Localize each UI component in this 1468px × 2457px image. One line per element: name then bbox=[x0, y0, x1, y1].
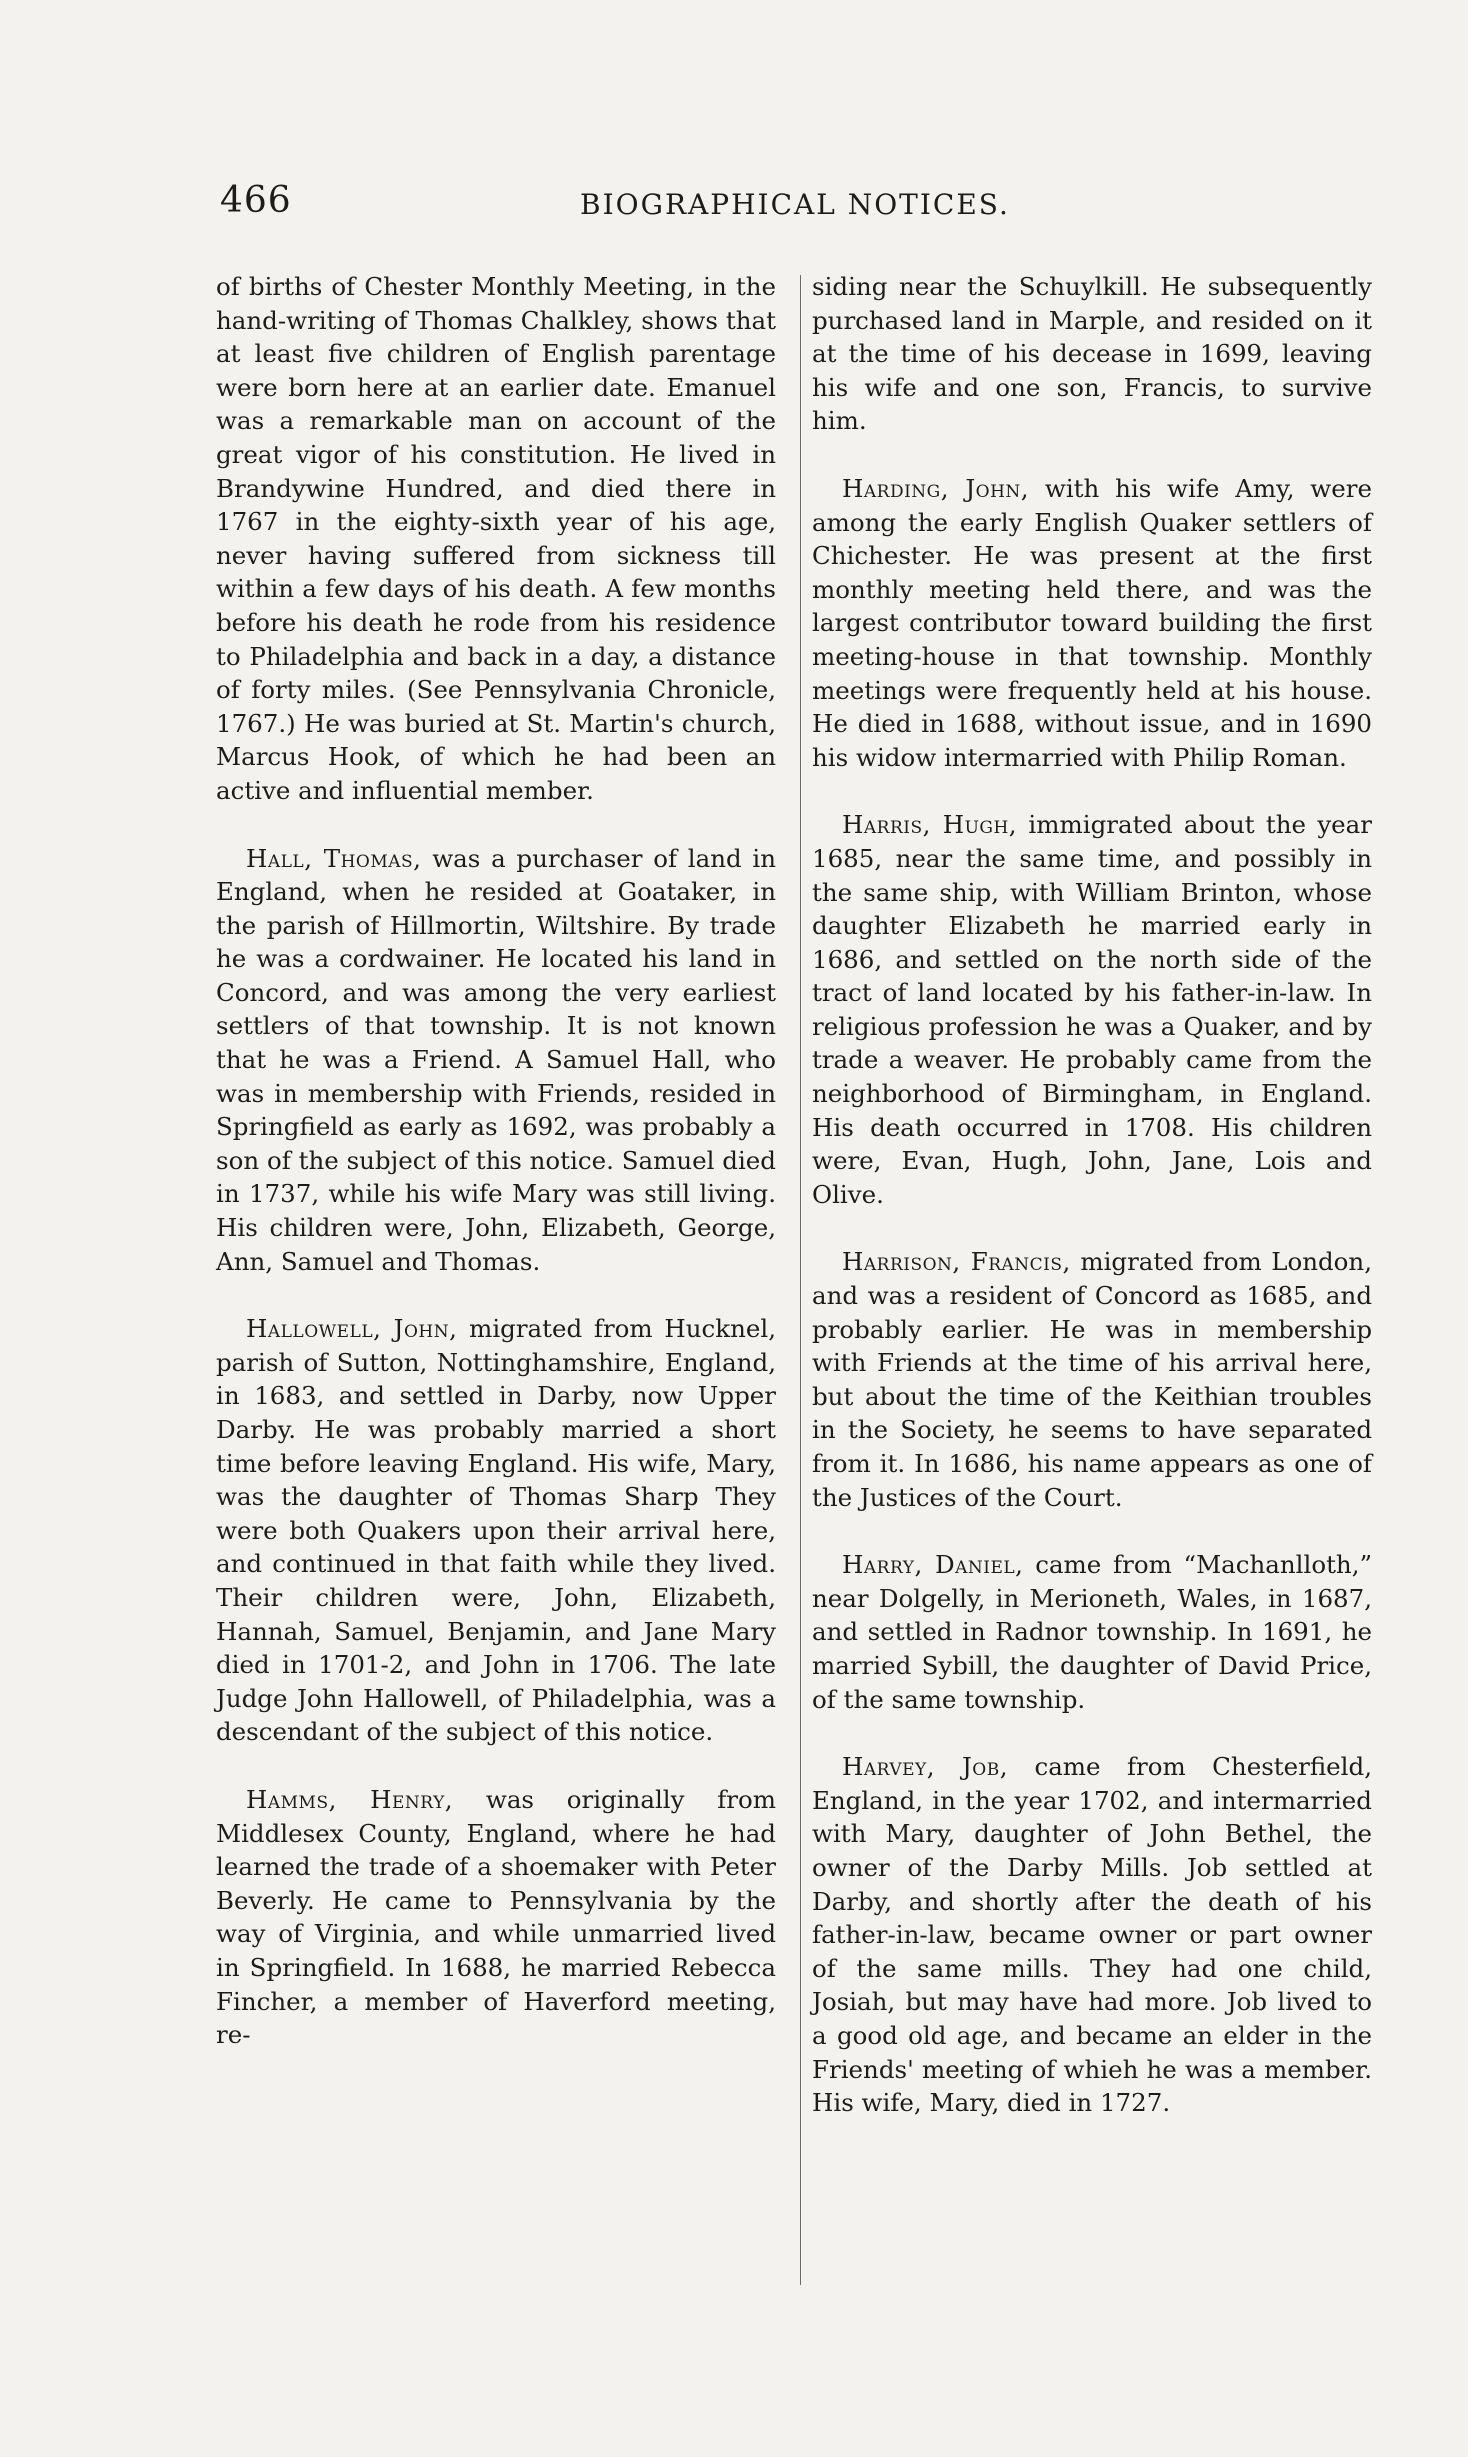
entry-heading: Hallowell, John, bbox=[246, 1314, 458, 1344]
continuation-paragraph: siding near the Schuylkill. He subsequently purchased land in Marple, and resided on it at the time of his decease in 1699, leaving his wife and one son, Francis, to survive him. bbox=[812, 272, 1372, 436]
entry-harvey-job bbox=[812, 1750, 1372, 2120]
entry-body: came from Chesterfield, England, in the year 1702, and intermarried with Mary, daughter of John Bethel, the owner of the Darby Mills. Job settled at Darby, and shortly after the death of his father-in-law, became owner or part owner of the same mills. They had one child, Josiah, but may have had more. Job lived to a good old age, and became an elder in the Friends' meeting of whieh he was a member. His wife, Mary, died in 1727. bbox=[812, 1752, 1372, 2118]
entry-body: migrated from Hucknel, parish of Sutton, Nottinghamshire, England, in 1683, and settled in Darby, now Upper Darby. He was probably married a short time before leaving England. His wife, Mary, was the daughter of Thomas Sharp They were both Quakers upon their arrival here, and continued in that faith while they lived. Their children were, John, Elizabeth, Hannah, Samuel, Benjamin, and Jane Mary died in 1701-2, and John in 1706. The late Judge John Hallowell, of Philadelphia, was a descendant of the subject of this notice. bbox=[216, 1314, 776, 1747]
entry-heading: Harry, Daniel, bbox=[842, 1550, 1024, 1580]
running-head: BIOGRAPHICAL NOTICES. bbox=[580, 188, 1010, 221]
page-number: 466 bbox=[220, 180, 292, 221]
entry-body: immigrated about the year 1685, near the same time, and possibly in the same ship, with William Brinton, whose daughter Elizabeth he married early in 1686, and settled on the north side of the tract of land located by his father-in-law. In religious profession he was a Quaker, and by trade a weaver. He probably came from the neighborhood of Birmingham, in England. His death occurred in 1708. His children were, Evan, Hugh, John, Jane, Lois and Olive. bbox=[812, 810, 1372, 1209]
entry-hamms-henry bbox=[216, 1783, 776, 2052]
entry-body: migrated from London, and was a resident of Concord as 1685, and probably earlier. He was in membership with Friends at the time of his arrival here, but about the time of the Keithian troubles in the Society, he seems to have separated from it. In 1686, his name appears as one of the Justices of the Court. bbox=[812, 1247, 1372, 1512]
entry-heading: Harding, John, bbox=[842, 473, 1030, 503]
entry-body: came from “Machanlloth,” near Dolgelly, in Merioneth, Wales, in 1687, and settled in Radnor township. In 1691, he married Sybill, the daughter of David Price, of the same township. bbox=[812, 1550, 1373, 1714]
entry-hallowell-john bbox=[216, 1312, 776, 1749]
entry-heading: Hamms, Henry, bbox=[246, 1784, 454, 1814]
entry-body: was a purchaser of land in England, when he resided at Goataker, in the parish of Hillmortin, Wiltshire. By trade he was a cordwainer. He located his land in Concord, and was among the very earliest settlers of that township. It is not known that he was a Friend. A Samuel Hall, who was in membership with Friends, resided in Springfield as early as 1692, was probably a son of the subject of this notice. Samuel died in 1737, while his wife Mary was still living. His children were, John, Elizabeth, George, Ann, Samuel and Thomas. bbox=[216, 843, 776, 1276]
entry-harry-daniel bbox=[812, 1548, 1372, 1716]
entry-hall-thomas bbox=[216, 842, 776, 1279]
entry-body: with his wife Amy, were among the early English Quaker settlers of Chichester. He was present at the first monthly meeting held there, and was the largest contributor toward building the first meeting-house in that township. Monthly meetings were frequently held at his house. He died in 1688, without issue, and in 1690 his widow intermarried with Philip Roman. bbox=[812, 473, 1372, 772]
entry-harding-john bbox=[812, 472, 1372, 774]
continuation-paragraph: of births of Chester Monthly Meeting, in the hand-writing of Thomas Chalkley, shows that at least five children of English parentage were born here at an earlier date. Emanuel was a remarkable man on account of the great vigor of his constitution. He lived in Brandywine Hundred, and died there in 1767 in the eighty-sixth year of his age, never having suffered from sickness till within a few days of his death. A few months before his death he rode from his residence to Philadelphia and back in a day, a distance of forty miles. (See Pennsylvania Chronicle, 1767.) He was buried at St. Martin's church, Marcus Hook, of which he had been an active and influential member. bbox=[216, 272, 776, 805]
entry-heading: Hall, Thomas, bbox=[246, 843, 422, 873]
entry-heading: Harvey, Job, bbox=[842, 1752, 1009, 1782]
entry-body: was originally from Middlesex County, England, where he had learned the trade of a shoemaker with Peter Beverly. He came to Pennsylvania by the way of Virginia, and while unmarried lived in Springfield. In 1688, he married Rebecca Fincher, a member of Haverford meeting, re- bbox=[216, 1784, 776, 2050]
left-column bbox=[216, 270, 776, 2086]
column-divider bbox=[800, 275, 801, 2285]
entry-heading: Harrison, Francis, bbox=[842, 1247, 1071, 1277]
right-column bbox=[812, 270, 1372, 2154]
entry-harrison-francis bbox=[812, 1245, 1372, 1514]
entry-harris-hugh bbox=[812, 808, 1372, 1211]
page-header bbox=[220, 180, 1020, 230]
entry-heading: Harris, Hugh, bbox=[842, 810, 1018, 840]
